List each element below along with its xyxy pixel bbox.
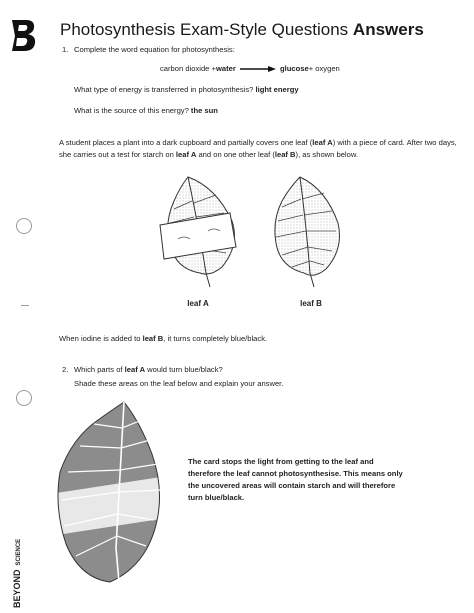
equation-reactant: carbon dioxide + <box>160 64 216 73</box>
leaf-a-label: leaf A <box>187 299 209 308</box>
binder-hole-top <box>16 218 32 234</box>
energy-source-answer: the sun <box>190 106 218 115</box>
question-2-number: 2. <box>62 365 69 374</box>
energy-type-answer: light energy <box>255 85 299 94</box>
leaf-b-label: leaf B <box>300 299 322 308</box>
shaded-leaf-answer <box>50 398 180 598</box>
leaf-b-illustration <box>266 173 350 293</box>
question-2-answer: The card stops the light from getting to the leaf and therefore the leaf cannot photosynthesise. This means only the uncovered areas will contain starch and will therefore turn blue/black. <box>188 457 403 502</box>
question-1-prompt: Complete the word equation for photosynthesis: <box>74 45 235 54</box>
leaf-a-illustration <box>158 173 248 293</box>
question-1-number: 1. <box>62 45 69 54</box>
iodine-sentence: When iodine is added to leaf B, it turns completely blue/black. <box>59 334 268 343</box>
question-2-line2: Shade these areas on the leaf below and explain your answer. <box>74 379 284 388</box>
equation-answer-water: water <box>215 64 236 73</box>
equation-product: + oxygen <box>308 64 340 73</box>
binder-hole-bottom <box>16 390 32 406</box>
page-title: Photosynthesis Exam-Style Questions Answers <box>60 20 424 39</box>
margin-tick <box>21 305 29 306</box>
scenario-paragraph: A student places a plant into a dark cupboard and partially covers one leaf (leaf A) with a piece of card. After two days, she carries out a test for starch on leaf A and on one other leaf (leaf B), as shown below. <box>59 138 457 159</box>
energy-source-question: What is the source of this energy? the sun <box>74 106 218 115</box>
word-equation <box>160 63 340 75</box>
beyond-science-brand <box>0 506 34 610</box>
beyond-logo-icon <box>8 18 38 52</box>
right-arrow-icon <box>240 66 276 72</box>
question-2-line1: Which parts of leaf A would turn blue/black? <box>74 365 223 374</box>
equation-answer-glucose: glucose <box>280 64 309 73</box>
energy-type-question: What type of energy is transferred in photosynthesis? light energy <box>74 85 299 94</box>
svg-text:BEYONDSCIENCE: BEYONDSCIENCE <box>12 538 22 608</box>
